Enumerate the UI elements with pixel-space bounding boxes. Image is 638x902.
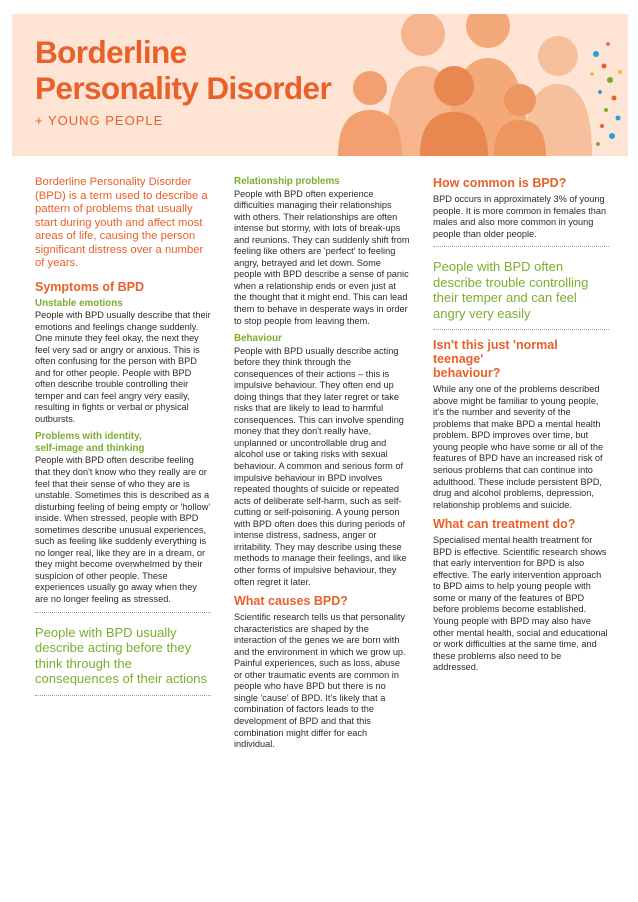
identity-text: People with BPD often describe feeling that they don't know who they really are or feel that their sense of who they are is unstable. Sometimes this is described as a disturbing feeling of being empty or 'hollow' inside. When stressed, people with BPD sometimes describe unusual experiences, such as feeling like suddenly everything is no longer real, like they are in a dream, or they might become overwhelmed by their suspicion of other people. These experiences usually go away when they are no longer feeling as stressed. [35,455,211,605]
people-illustration [308,14,628,156]
pull-quote: People with BPD often describe trouble controlling their temper and can feel angry very easily [433,259,589,321]
causes-text: Scientific research tells us that personality characteristics are shaped by the interaction of the genes we are born with and the environment in which we grow up. Painful experiences, such as loss, abuse or other traumatic events are common in people who have BPD but there is no single 'cause' of BPD. It's likely that a combination of factors leads to the development of BPD and that this combination might differ for each individual. [234,612,406,750]
decorative-dots [590,42,622,146]
relationship-text: People with BPD often experience difficulties managing their relationships with others. Their relationships are often intense but stormy, with lots of break-ups and reunions. They can suddenly shift from feeling like others are 'perfect' to feeling angry, betrayed and let down. Some people with BPD describe a sense of panic when a relationship ends or even just at the thought that it might end. This can lead them to behave in desperate ways in order to stop people from leaving them. [234,188,410,326]
unstable-emotions-text: People with BPD usually describe that their emotions and feelings change suddenly. One minute they feel okay, the next they feel very sad or angry or anxious. This is often confusing for the person with BPD and for other people. People with BPD often describe trouble controlling their temper and can feel angry very easily, resulting in fights or verbal or physical outbursts. [35,310,211,424]
divider [35,695,211,696]
intro-text: Borderline Personality Disorder (BPD) is a term used to describe a pattern of problems that usually start during youth and affect most areas of life, causing the person significant distress over a number of years. [35,176,208,269]
normal-heading-line-1: Isn't this just 'normal teenage' [433,338,558,367]
symptoms-heading: Symptoms of BPD [35,279,145,294]
relationship-heading: Relationship problems [234,176,340,187]
column-1 [35,176,211,704]
divider [433,329,609,330]
page-subtitle: + YOUNG PEOPLE [35,113,164,128]
how-common-text: BPD occurs in approximately 3% of young people. It is more common in females than males and also more common in young people than older people. [433,194,607,239]
divider [35,612,211,613]
title-line-2: Personality Disorder [35,70,332,106]
treatment-text: Specialised mental health treatment for BPD is effective. Scientific research shows that early intervention for BPD is also effective. The early intervention approach to BPD aims to help young people with some or many of the features of BPD before problems become established. Young people with BPD may also have other mental health, social and educational or work difficulties at the same time, and these problems also need to be addressed. [433,535,608,673]
header-banner [12,14,628,156]
treatment-heading: What can treatment do? [433,517,576,532]
how-common-heading: How common is BPD? [433,176,567,190]
causes-heading: What causes BPD? [234,594,348,609]
identity-heading [35,431,211,454]
pull-quote: People with BPD usually describe acting before they think through the consequences of their actions [35,624,207,687]
normal-heading-line-2: behaviour? [433,366,501,381]
normal-teenage-heading [433,338,609,380]
page-title [35,34,331,106]
column-2 [234,176,410,757]
column-3 [433,176,609,680]
divider [433,246,609,247]
title-line-1: Borderline [35,34,187,70]
identity-heading-line-1: Problems with identity, [35,431,142,443]
behaviour-heading: Behaviour [234,333,282,345]
identity-heading-line-2: self-image and thinking [35,442,145,454]
unstable-emotions-heading: Unstable emotions [35,297,123,309]
behaviour-text: People with BPD usually describe acting before they think through the consequences of their actions – this is impulsive behaviour. They often end up doing things that they later regret or take risks that are likely to lead to harmful consequences. This can involve spending money that they don't really have, unplanned or uncontrollable drug and alcohol use or taking risks with sexual behaviour. A common and serious form of impulsive behaviour in BPD involves repeated thoughts of suicide or repeated acts of deliberate self-harm, such as self-cutting or self-poisoning. A young person with BPD often does this during periods of intense distress, sadness, anger or irritability. They may describe using these methods to manage their feelings, and like other forms of impulsive behaviour, they often regret it later. [234,345,407,587]
normal-teenage-text: While any one of the problems described above might be familiar to young people, it's the number and severity of the problems that make BPD a mental health problem. BPD improves over time, but young people who have some or all of the features of BPD have an increased risk of serious problems that can continue into adulthood. These include persistent BPD, drug and alcohol problems, depression, relationship problems and suicide. [433,384,604,510]
